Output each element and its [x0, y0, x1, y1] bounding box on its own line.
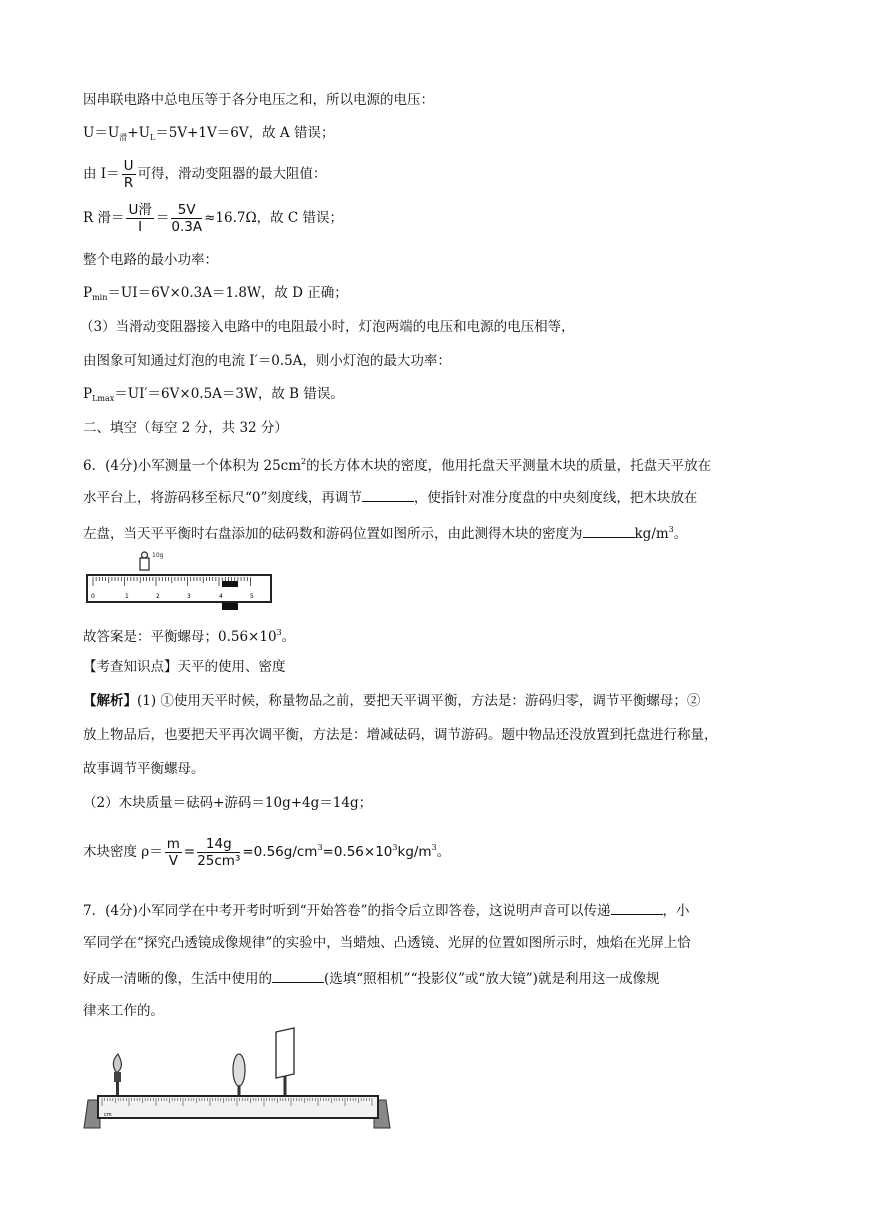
svg-text:0: 0	[91, 593, 95, 600]
answer-blank[interactable]	[272, 968, 324, 983]
max-power-equation: $P_{Lmax}=UI'=6V\times 0.5A=3W$，故 B 错误。	[83, 386, 344, 403]
solution-line: 整个电路的最小功率：	[83, 252, 218, 268]
svg-text:2: 2	[156, 593, 160, 600]
section-heading: 二、填空（每空 2 分，共 32 分）	[83, 420, 288, 436]
analysis-line: 故事调节平衡螺母。	[83, 761, 205, 777]
resistance-equation: R 滑＝ $\frac{\text{U滑}}{I}$ ＝ $\frac{5V}{0.3A}$ ≈16.7Ω，故 C 错误；	[83, 202, 344, 235]
candle-icon	[113, 1054, 121, 1096]
svg-text:5: 5	[250, 593, 254, 600]
solution-line: 因串联电路中总电压等于各分电压之和，所以电源的电压：	[83, 92, 434, 108]
question-7-line: 律来工作的。	[83, 1003, 164, 1019]
fraction-u-over-r: $\frac{U}{R}$	[123, 158, 134, 191]
question-7-line: 好成一清晰的像，生活中使用的 (选填“照相机”“投影仪”或“放大镜”)就是利用这一成像规	[83, 968, 659, 988]
scale-unit-label: cm	[104, 1112, 112, 1118]
voltage-equation: $U=U_滑+U_L=5V+1V=6V$，故 A 错误；	[83, 125, 335, 142]
balance-scale-figure	[85, 548, 275, 612]
answer-blank[interactable]	[362, 487, 414, 502]
optical-bench-figure	[80, 1010, 400, 1135]
answer-blank[interactable]	[611, 900, 663, 915]
light-screen-icon	[276, 1028, 294, 1096]
analysis-line: （2）木块质量＝砝码+游码＝10g+4g＝14g；	[83, 795, 373, 811]
weight-10g-icon	[140, 552, 149, 570]
fraction-uslide-over-i: $\frac{\text{U滑}}{I}$	[128, 202, 152, 235]
knowledge-point: 【考查知识点】天平的使用、密度	[83, 659, 286, 675]
convex-lens-icon	[233, 1054, 245, 1096]
svg-text:4: 4	[219, 593, 223, 600]
fraction-14g-over-25cm3: $\frac{14g}{\text{25cm³}}$	[197, 836, 241, 869]
svg-text:3: 3	[187, 593, 191, 600]
ohm-law-line: 由 I＝ $\frac{U}{R}$ 可得，滑动变阻器的最大阻值：	[83, 158, 327, 191]
fraction-m-over-v: $\frac{m}{V}$	[166, 836, 180, 869]
solution-line: 由图象可知通过灯泡的电流 I′＝0.5A，则小灯泡的最大功率：	[83, 353, 451, 369]
svg-text:1: 1	[125, 593, 129, 600]
fraction-5v-over-03a: $\frac{5V}{0.3A}$	[171, 202, 203, 235]
question-7-line: 军同学在“探究凸透镜成像规律”的实验中，当蜡烛、凸透镜、光屏的位置如图所示时，烛焰在光屏上恰	[83, 935, 691, 951]
answer-blank[interactable]	[583, 523, 635, 538]
question-7-line: 7．(4分)小军同学在中考开考时听到“开始答卷”的指令后立即答卷，这说明声音可以传递 ，小	[83, 900, 690, 920]
density-equation: 木块密度 ρ＝ $\frac{m}{V}$ = $\frac{14g}{\text{25cm³}}$ $=0.56g/cm^3=0.56\times 10^3kg/m^3$。	[83, 836, 451, 869]
weight-label: 10g	[152, 552, 164, 559]
question-6-line: 6．(4分)小军测量一个体积为 $25cm^2$的长方体木块的密度，他用托盘天平测量木块的质量，托盘天平放在	[83, 457, 712, 474]
question-6-line: 水平台上，将游码移至标尺“0”刻度线，再调节 ，使指针对准分度盘的中央刻度线，把木块放在	[83, 487, 697, 507]
analysis-line: 放上物品后，也要把天平再次调平衡，方法是：增减砝码，调节游码。题中物品还没放置到托盘进行称量，	[83, 727, 718, 743]
answer-line: 故答案是：平衡螺母；$0.56\times 10^3$。	[83, 628, 296, 645]
analysis-line: 【解析】(1) ①使用天平时候，称量物品之前，要把天平调平衡，方法是：游码归零，调节平衡螺母；②	[83, 693, 701, 709]
min-power-equation: $P_{min}=UI=6V\times 0.3A=1.8W$，故 D 正确；	[83, 285, 348, 302]
solution-line: （3）当滑动变阻器接入电路中的电阻最小时，灯泡两端的电压和电源的电压相等，	[80, 319, 575, 335]
question-6-line: 左盘，当天平平衡时右盘添加的砝码数和游码位置如图所示，由此测得木块的密度为 $kg/m^3$。	[83, 525, 688, 542]
